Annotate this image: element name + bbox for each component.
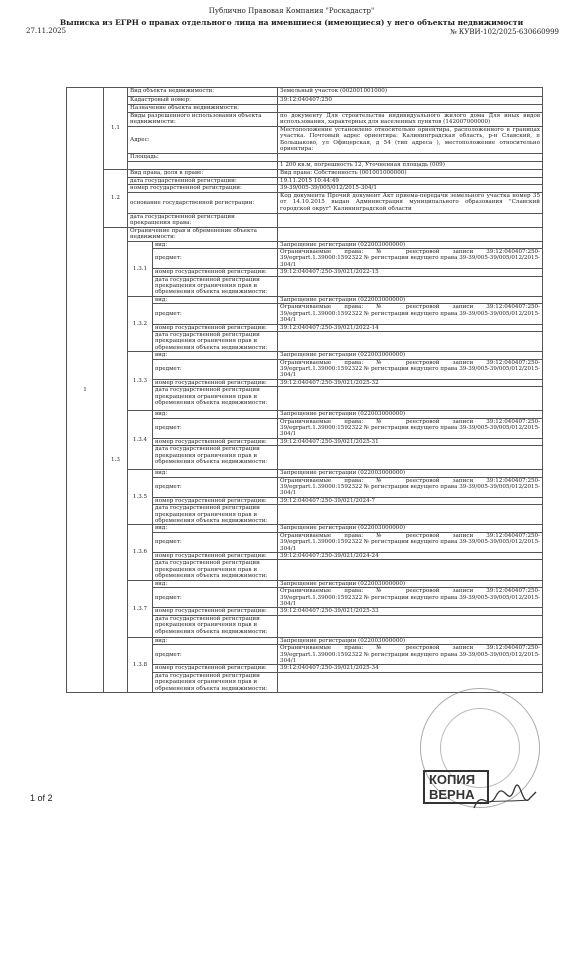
- registration-basis-label: основание государственной регистрации:: [128, 192, 278, 213]
- encumbrance-kind-label: вид:: [153, 241, 278, 248]
- registration-number-label: номер государственной регистрации:: [128, 185, 278, 192]
- encumbrance-stop-date-value: [278, 387, 543, 411]
- section-1-3-number: 1.3: [104, 227, 128, 692]
- registration-date-value: 19.11.2015 10:44:49: [278, 178, 543, 185]
- encumbrance-kind-label: вид:: [153, 296, 278, 303]
- encumbrance-number: 1.3.1: [128, 241, 153, 296]
- encumbrance-kind-value: Запрещение регистрации (022003000000): [278, 296, 543, 303]
- encumbrance-kind-label: вид:: [153, 470, 278, 477]
- document-number: № КУВИ-102/2025-630660999: [450, 28, 559, 36]
- document-date: 27.11.2025: [26, 27, 67, 35]
- encumbrance-reg-num-label: номер государственной регистрации:: [153, 553, 278, 560]
- encumbrance-kind-value: Запрещение регистрации (022003000000): [278, 637, 543, 644]
- encumbrance-subject-value: Ограничиваемые права: № реестровой записи 39:12:040407:250-39/egrpart.1.39000:1592322 № регистрации ведущего права 39-39/005-39/005/012/2015-304/1: [278, 418, 543, 438]
- encumbrance-kind-value: Запрещение регистрации (022003000000): [278, 352, 543, 359]
- encumbrance-number: 1.3.7: [128, 580, 153, 637]
- encumbrance-stop-date-label: дата государственной регистрации прекращения ограничения прав и обременения объекта недвижимости:: [153, 615, 278, 637]
- encumbrance-subject-label: предмет:: [153, 304, 278, 324]
- permitted-use-value: по документу Для строительства индивидуального жилого дома Для иных видов использования, характерных для населенных пунктов (142007000000): [278, 113, 543, 127]
- encumbrance-reg-num-label: номер государственной регистрации:: [153, 438, 278, 445]
- section-1-1-number: 1.1: [104, 88, 128, 170]
- encumbrance-kind-label: вид:: [153, 580, 278, 587]
- encumbrance-subject-value: Ограничиваемые права: № реестровой записи 39:12:040407:250-39/egrpart.1.39000:1592322 № регистрации ведущего права 39-39/005-39/005/012/2015-304/1: [278, 304, 543, 324]
- encumbrance-kind-value: Запрещение регистрации (022003000000): [278, 411, 543, 418]
- stamp-line-1: КОПИЯ: [429, 772, 476, 787]
- cadastral-number-value: 39:12:040407:250: [278, 97, 543, 105]
- encumbrance-kind-label: вид:: [153, 411, 278, 418]
- encumbrance-number: 1.3.2: [128, 296, 153, 351]
- encumbrance-stop-date-value: [278, 331, 543, 351]
- encumbrance-kind-label: вид:: [153, 525, 278, 532]
- purpose-value: [278, 105, 543, 113]
- encumbrance-number: 1.3.8: [128, 637, 153, 692]
- encumbrance-reg-num-value: 39:12:040407:250-39/021/2022-14: [278, 324, 543, 331]
- encumbrance-reg-num-label: номер государственной регистрации:: [153, 324, 278, 331]
- encumbrance-reg-num-value: 39:12:040407:250-39/021/2022-15: [278, 269, 543, 276]
- encumbrance-reg-num-value: 39:12:040407:250-39/021/2025-33: [278, 608, 543, 615]
- document-title: Выписка из ЕГРН о правах отдельного лица на имевшиеся (имеющиеся) у него объекты недвижимости: [59, 18, 524, 27]
- encumbrance-reg-num-label: номер государственной регистрации:: [153, 665, 278, 672]
- encumbrance-number: 1.3.4: [128, 411, 153, 470]
- address-label: Адрес:: [128, 127, 278, 154]
- section-1-2-number: 1.2: [104, 170, 128, 228]
- permitted-use-label: Виды разрешенного использования объекта недвижимости:: [128, 113, 278, 127]
- encumbrance-stop-date-value: [278, 276, 543, 296]
- encumbrance-stop-date-label: дата государственной регистрации прекращения ограничения прав и обременения объекта недвижимости:: [153, 331, 278, 351]
- encumbrance-stop-date-label: дата государственной регистрации прекращения ограничения прав и обременения объекта недвижимости:: [153, 672, 278, 692]
- registration-basis-value: Код документа Прочий документ Акт приема-передачи земельного участка номер 35 от 14.10.2015 выдан Администрация муниципального образования "Славский городской округ" Калининградской области: [278, 192, 543, 213]
- encumbrance-reg-num-label: номер государственной регистрации:: [153, 269, 278, 276]
- encumbrance-subject-value: Ограничиваемые права: № реестровой записи 39:12:040407:250-39/egrpart.1.39000:1592322 № регистрации ведущего права 39-39/005-39/005/012/2015-304/1: [278, 249, 543, 269]
- encumbrance-kind-value: Запрещение регистрации (022003000000): [278, 525, 543, 532]
- encumbrance-stop-date-label: дата государственной регистрации прекращения ограничения прав и обременения объекта недвижимости:: [153, 505, 278, 525]
- encumbrance-reg-num-value: 39:12:040407:250-39/021/2024-24: [278, 553, 543, 560]
- encumbrance-kind-label: вид:: [153, 352, 278, 359]
- encumbrance-stop-date-label: дата государственной регистрации прекращения ограничения прав и обременения объекта недвижимости:: [153, 276, 278, 296]
- termination-date-label: дата государственной регистрации прекращения права:: [128, 213, 278, 227]
- termination-date-value: [278, 213, 543, 227]
- right-type-value: Вид права: Собственность (001001000000): [278, 170, 543, 178]
- encumbrance-subject-label: предмет:: [153, 588, 278, 608]
- area-label: Площадь:: [128, 154, 278, 162]
- encumbrance-title: Ограничение прав и обременение объекта недвижимости:: [128, 227, 278, 241]
- stamp-line-2: ВЕРНА: [429, 787, 475, 802]
- right-type-label: Вид права, доля в праве:: [128, 170, 278, 178]
- page-counter: 1 of 2: [30, 793, 53, 803]
- header-organization: Публично Правовая Компания "Роскадастр": [208, 7, 375, 15]
- registration-number-value: 39-39/005-39/005/012/2015-304/1: [278, 185, 543, 192]
- encumbrance-reg-num-value: 39:12:040407:250-39/021/2025-31: [278, 438, 543, 445]
- encumbrance-stop-date-label: дата государственной регистрации прекращения ограничения прав и обременения объекта недвижимости:: [153, 387, 278, 411]
- encumbrance-stop-date-value: [278, 615, 543, 637]
- encumbrance-kind-value: Запрещение регистрации (022003000000): [278, 241, 543, 248]
- encumbrance-title-value: [278, 227, 543, 241]
- encumbrance-number: 1.3.5: [128, 470, 153, 525]
- encumbrance-reg-num-label: номер государственной регистрации:: [153, 608, 278, 615]
- area-label-spacer: [128, 162, 278, 170]
- encumbrance-number: 1.3.6: [128, 525, 153, 580]
- encumbrance-subject-label: предмет:: [153, 418, 278, 438]
- encumbrance-stop-date-label: дата государственной регистрации прекращения ограничения прав и обременения объекта недвижимости:: [153, 446, 278, 470]
- encumbrance-subject-label: предмет:: [153, 477, 278, 497]
- cadastral-number-label: Кадастровый номер:: [128, 97, 278, 105]
- encumbrance-reg-num-label: номер государственной регистрации:: [153, 379, 278, 386]
- encumbrance-kind-value: Запрещение регистрации (022003000000): [278, 580, 543, 587]
- encumbrance-reg-num-label: номер государственной регистрации:: [153, 497, 278, 504]
- encumbrance-reg-num-value: 39:12:040407:250-39/021/2024-7: [278, 497, 543, 504]
- encumbrance-subject-label: предмет:: [153, 532, 278, 552]
- encumbrance-stop-date-value: [278, 560, 543, 580]
- encumbrance-subject-label: предмет:: [153, 249, 278, 269]
- encumbrance-stop-date-label: дата государственной регистрации прекращения ограничения прав и обременения объекта недвижимости:: [153, 560, 278, 580]
- encumbrance-number: 1.3.3: [128, 352, 153, 411]
- encumbrance-stop-date-value: [278, 672, 543, 692]
- encumbrance-subject-label: предмет:: [153, 645, 278, 665]
- handwritten-signature: [470, 778, 540, 818]
- registration-date-label: дата государственной регистрации:: [128, 178, 278, 185]
- extract-table: [66, 87, 543, 693]
- object-type-label: Вид объекта недвижимости:: [128, 88, 278, 97]
- object-type-value: Земельный участок (002001001000): [278, 88, 543, 97]
- area-value-empty: [278, 154, 543, 162]
- encumbrance-kind-value: Запрещение регистрации (022003000000): [278, 470, 543, 477]
- section-1-number: 1: [67, 88, 104, 693]
- encumbrance-subject-value: Ограничиваемые права: № реестровой записи 39:12:040407:250-39/egrpart.1.39000:1592322 № регистрации ведущего права 39-39/005-39/005/012/2015-304/1: [278, 588, 543, 608]
- encumbrance-subject-label: предмет:: [153, 359, 278, 379]
- encumbrance-reg-num-value: 39:12:040407:250-39/021/2025-32: [278, 379, 543, 386]
- area-value: 1 200 кв.м, погрешность 12, Уточненная площадь (009): [278, 162, 543, 170]
- encumbrance-stop-date-value: [278, 446, 543, 470]
- address-value: Местоположение установлено относительно ориентира, расположенного в границах участка. Почтовый адрес ориентира: Калининградская область, р-н Славский, п Большаково, ул Офицерская, д 54 (тип адреса ), местоположение относительно ориентира:: [278, 127, 543, 154]
- encumbrance-subject-value: Ограничиваемые права: № реестровой записи 39:12:040407:250-39/egrpart.1.39000:1592322 № регистрации ведущего права 39-39/005-39/005/012/2015-304/1: [278, 359, 543, 379]
- encumbrance-kind-label: вид:: [153, 637, 278, 644]
- encumbrance-subject-value: Ограничиваемые права: № реестровой записи 39:12:040407:250-39/egrpart.1.39000:1592322 № регистрации ведущего права 39-39/005-39/005/012/2015-304/1: [278, 532, 543, 552]
- encumbrance-subject-value: Ограничиваемые права: № реестровой записи 39:12:040407:250-39/egrpart.1.39000:1592322 № регистрации ведущего права 39-39/005-39/005/012/2015-304/1: [278, 645, 543, 665]
- encumbrance-reg-num-value: 39:12:040407:250-39/021/2025-34: [278, 665, 543, 672]
- purpose-label: Назначение объекта недвижимости:: [128, 105, 278, 113]
- encumbrance-subject-value: Ограничиваемые права: № реестровой записи 39:12:040407:250-39/egrpart.1.39000:1592322 № регистрации ведущего права 39-39/005-39/005/012/2015-304/1: [278, 477, 543, 497]
- encumbrance-stop-date-value: [278, 505, 543, 525]
